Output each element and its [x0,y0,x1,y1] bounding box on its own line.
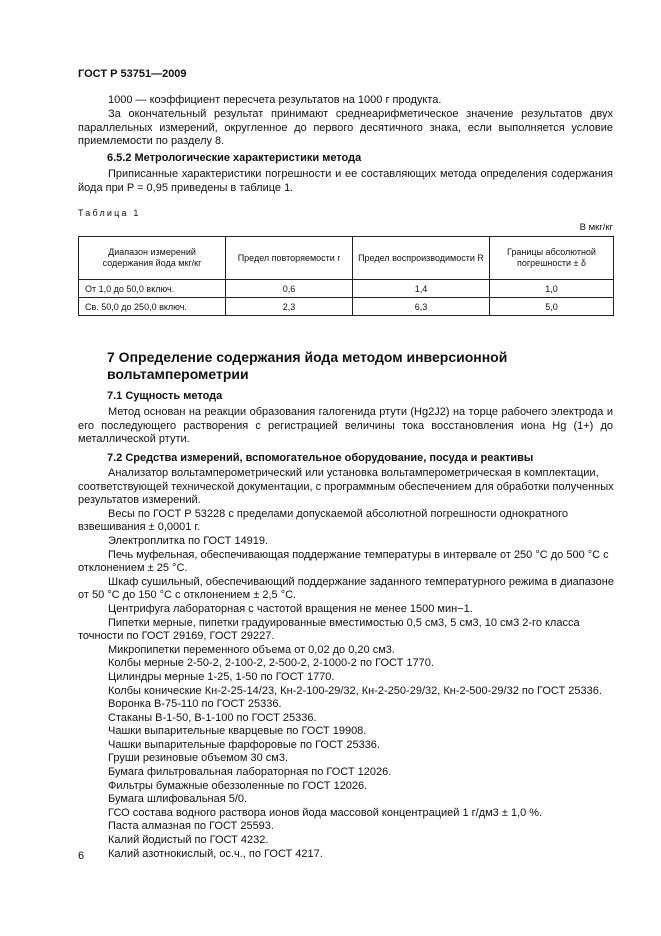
list-item: Бумага фильтровальная лабораторная по ГОСТ 12026. [108,766,392,779]
list-item: Калий йодистый по ГОСТ 4232. [108,834,269,847]
cell-delta: 5,0 [490,298,614,316]
list-item: Воронка В-75-110 по ГОСТ 25336. [108,698,282,711]
cell-range: Св. 50,0 до 250,0 включ. [79,298,226,316]
list-item: Печь муфельная, обеспечивающая поддержание температуры в интервале от 250 °С до 500 °С с отклонением ± 25 °С. [78,548,609,575]
list-item: Цилиндры мерные 1-25, 1-50 по ГОСТ 1770. [108,670,335,683]
intro-paragraph: За окончательный результат принимают среднеарифметическое значение результатов двух параллельных измерений, округленное до первого десятичного знака, если выполняется условие приемлемости по разделу 8. [78,108,613,148]
section-7-1-title: 7.1 Сущность метода [107,390,223,402]
section-6-5-2-text: Приписанные характеристики погрешности и ее составляющих метода определения содержания йода при P = 0,95 приведены в таблице 1. [78,168,613,194]
list-item: Анализатор вольтамперометрический или установка вольтамперометрическая в комплектации, соответствующей технической документации, с программным обеспечением для обработки полученных результатов измерений. [78,467,614,507]
page-header: ГОСТ Р 53751—2009 [78,68,187,80]
table-caption: Таблица 1 [78,208,141,218]
list-item: Центрифуга лабораторная с частотой вращения не менее 1500 мин−1. [108,602,473,615]
list-item: Микропипетки переменного объема от 0,02 до 0,20 см3. [108,643,395,656]
list-item: Шкаф сушильный, обеспечивающий поддержание заданного температурного режима в диапазоне от 50 °С до 150 °С с отклонением ± 2,5 °С. [78,575,614,602]
col-header-range: Диапазон измерений содержания йода мкг/кг [79,237,226,280]
cell-range: От 1,0 до 50,0 включ. [79,280,226,298]
list-item: Весы по ГОСТ Р 53228 с пределами допускаемой абсолютной погрешности однократного взвешивания ± 0,0001 г. [78,507,568,534]
list-item: Бумага шлифовальная 5/0. [108,793,248,806]
equipment-list [78,467,618,861]
list-item: Колбы мерные 2-50-2, 2-100-2, 2-500-2, 2-1000-2 по ГОСТ 1770. [108,657,434,670]
list-item: Пипетки мерные, пипетки градуированные вместимостью 0,5 см3, 5 см3, 10 см3 2-го класса точности по ГОСТ 29169, ГОСТ 29227. [78,616,580,643]
cell-R: 1,4 [353,280,490,298]
cell-r: 2,3 [226,298,353,316]
intro-line: 1000 — коэффициент пересчета результатов на 1000 г продукта. [108,94,442,106]
list-item: Колбы конические Кн-2-25-14/23, Кн-2-100-29/32, Кн-2-250-29/32, Кн-2-500-29/32 по ГОСТ 25336. [108,684,602,697]
cell-delta: 1,0 [490,280,614,298]
list-item: Стаканы В-1-50, В-1-100 по ГОСТ 25336. [108,711,317,724]
list-item: Чашки выпарительные кварцевые по ГОСТ 19908. [108,725,367,738]
cell-R: 6,3 [353,298,490,316]
list-item: ГСО состава водного раствора ионов йода массовой концентрацией 1 г/дм3 ± 1,0 %. [108,806,543,819]
table-row [79,298,614,316]
section-7-1-text: Метод основан на реакции образования галогенида ртути (Hg2J2) на торце рабочего электрода и его последующего растворения с регистрацией величины тока восстановления иона Hg (1+) до металлической ртути. [78,406,613,446]
list-item: Груши резиновые объемом 30 см3. [108,752,289,765]
section-6-5-2-title: 6.5.2 Метрологические характеристики метода [107,152,362,164]
col-header-error: Границы абсолютной погрешности ± δ [490,237,614,280]
list-item: Электроплитка по ГОСТ 14919. [108,534,269,547]
table-row [79,280,614,298]
col-header-repeatability: Предел повторяемости r [226,237,353,280]
section-7-title: 7 Определение содержания йода методом инверсионной вольтамперометрии [107,349,508,382]
metrology-table [78,236,614,316]
table-unit: В мкг/кг [579,222,613,233]
page-number: 6 [78,850,85,862]
list-item: Чашки выпарительные фарфоровые по ГОСТ 25336. [108,738,380,751]
list-item: Калий азотнокислый, ос.ч., по ГОСТ 4217. [108,847,323,860]
list-item: Фильтры бумажные обеззоленные по ГОСТ 12026. [108,779,368,792]
list-item: Паста алмазная по ГОСТ 25593. [108,820,274,833]
section-7-2-title: 7.2 Средства измерений, вспомогательное оборудование, посуда и реактивы [107,452,534,464]
col-header-reproducibility: Предел воспроизводимости R [353,237,490,280]
table-header-row [79,237,614,280]
cell-r: 0,6 [226,280,353,298]
